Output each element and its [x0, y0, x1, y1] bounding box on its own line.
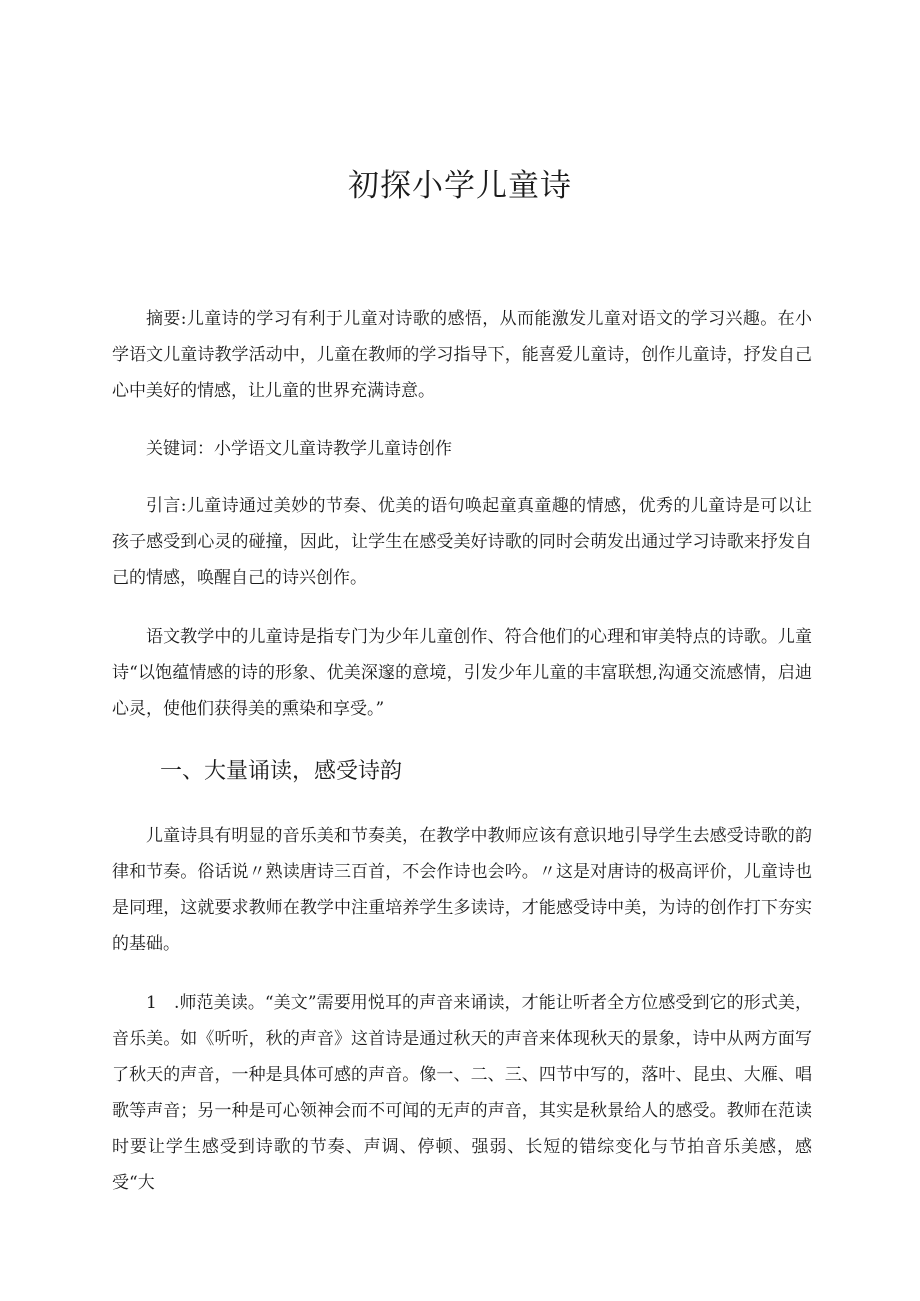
- definition-paragraph: 语文教学中的儿童诗是指专门为少年儿童创作、符合他们的心理和审美特点的诗歌。儿童诗“以饱蕴情感的诗的形象、优美深邃的意境，引发少年儿童的丰富联想,沟通交流感情，启迪心灵，使他们获得美的熏染和享受。”: [112, 627, 812, 719]
- abstract-paragraph: 摘要:儿童诗的学习有利于儿童对诗歌的感悟，从而能激发儿童对语文的学习兴趣。在小学语文儿童诗教学活动中，儿童在教师的学习指导下，能喜爱儿童诗，创作儿童诗，抒发自己心中美好的情感，让儿童的世界充满诗意。: [112, 309, 812, 401]
- list-item-paragraph: 1 .师范美读。“美文”需要用悦耳的声音来诵读，才能让听者全方位感受到它的形式美，音乐美。如《听听，秋的声音》这首诗是通过秋天的声音来体现秋天的景象，诗中从两方面写了秋天的声音，一种是具体可感的声音。像一、二、三、四节中写的，落叶、昆虫、大雁、唱歌等声音；另一种是可心领神会而不可闻的无声的声音，其实是秋景给人的感受。教师在范读时要让学生感受到诗歌的节奏、声调、停顿、强弱、长短的错综变化与节拍音乐美感，感受“大: [112, 993, 812, 1193]
- document-title: 初探小学儿童诗: [348, 168, 572, 204]
- keywords-paragraph: 关键词：小学语文儿童诗教学儿童诗创作: [146, 439, 452, 459]
- section-paragraph: 儿童诗具有明显的音乐美和节奏美，在教学中教师应该有意识地引导学生去感受诗歌的韵律和节奏。俗话说〃熟读唐诗三百首，不会作诗也会吟。〃这是对唐诗的极高评价，儿童诗也是同理，这就要求教师在教学中注重培养学生多读诗，才能感受诗中美，为诗的创作打下夯实的基础。: [112, 826, 812, 954]
- introduction-paragraph: 引言:儿童诗通过美妙的节奏、优美的语句唤起童真童趣的情感，优秀的儿童诗是可以让孩子感受到心灵的碰撞，因此，让学生在感受美好诗歌的同时会萌发出通过学习诗歌来抒发自己的情感，唤醒自己的诗兴创作。: [112, 496, 812, 588]
- section-heading: 一、大量诵读，感受诗韵: [160, 759, 403, 784]
